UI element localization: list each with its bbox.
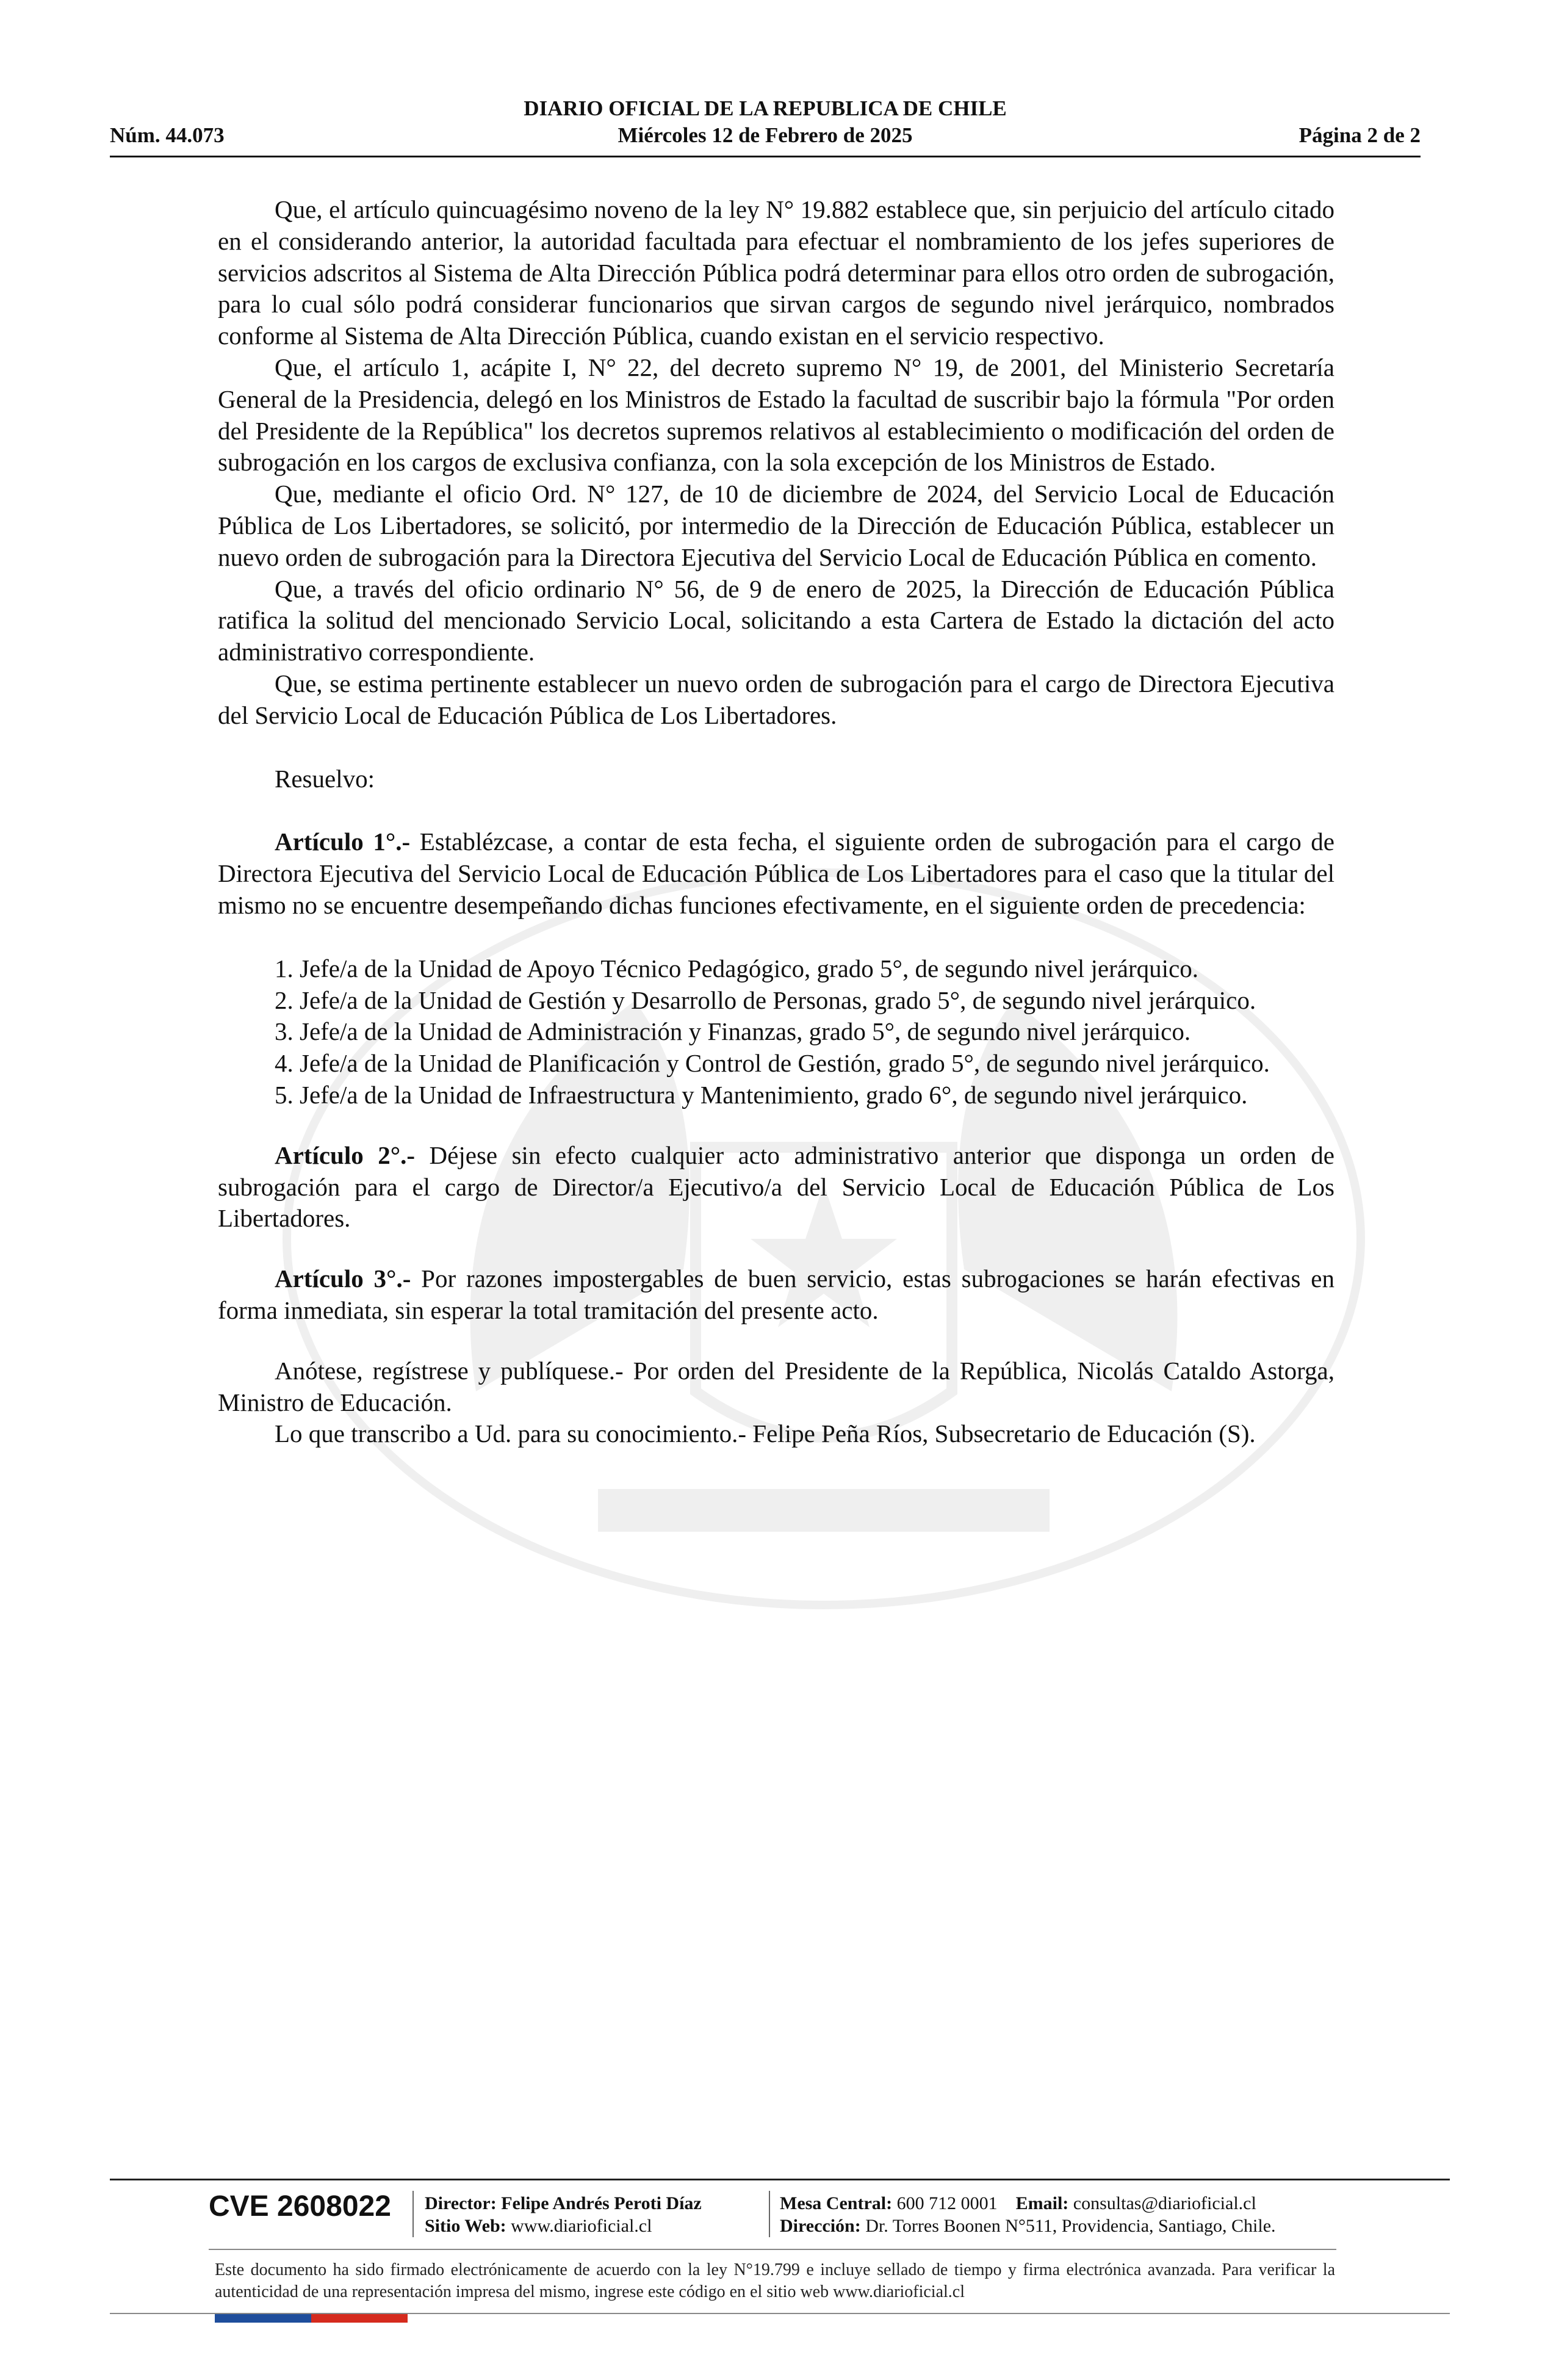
article-3 <box>218 1263 1334 1327</box>
closing-paragraph: Anótese, regístrese y publíquese.- Por orden del Presidente de la República, Nicolás Cataldo Astorga, Ministro de Educación. <box>218 1356 1334 1416</box>
footer-contact-block <box>780 2192 1276 2237</box>
web-link[interactable]: www.diarioficial.cl <box>511 2216 652 2236</box>
footer-separator <box>769 2191 770 2237</box>
article-2 <box>218 1140 1334 1235</box>
list-item: 5. Jefe/a de la Unidad de Infraestructura y Mantenimiento, grado 6°, de segundo nivel jerárquico. <box>275 1080 1248 1109</box>
email-label: Email: <box>1015 2193 1069 2213</box>
footer-separator <box>412 2191 414 2237</box>
article-1-label: Artículo 1°.- <box>275 828 411 856</box>
article-3-label: Artículo 3°.- <box>275 1264 411 1293</box>
footer-divider <box>110 2179 1450 2180</box>
list-item: 3. Jefe/a de la Unidad de Administración y Finanzas, grado 5°, de segundo nivel jerárquico. <box>275 1017 1191 1046</box>
paragraph: Que, a través del oficio ordinario N° 56, de 9 de enero de 2025, la Dirección de Educación Pública ratifica la solitud del mencionado Servicio Local, solicitando a esta Cartera de Estado la dictación del acto administrativo correspondiente. <box>218 574 1334 666</box>
legal-notice: Este documento ha sido firmado electrónicamente de acuerdo con la ley N°19.799 e incluye sellado de tiempo y firma electrónica avanzada. Para verificar la autenticidad de una representación impresa del mismo, ingrese este código en el sitio web www.diarioficial.cl <box>215 2260 1335 2301</box>
email-link[interactable]: consultas@diarioficial.cl <box>1073 2193 1256 2213</box>
footer-inner-divider <box>209 2249 1336 2250</box>
cve-code: CVE 2608022 <box>209 2190 391 2223</box>
article-2-label: Artículo 2°.- <box>275 1141 416 1169</box>
closing-paragraph: Lo que transcribo a Ud. para su conocimiento.- Felipe Peña Ríos, Subsecretario de Educación (S). <box>275 1419 1256 1448</box>
director-label: Director: Felipe Andrés Peroti Díaz <box>425 2193 702 2213</box>
document-body <box>218 194 1334 1450</box>
flag-red-segment <box>311 2314 408 2323</box>
paragraph: Que, el artículo quincuagésimo noveno de la ley N° 19.882 establece que, sin perjuicio del artículo citado en el considerando anterior, la autoridad facultada para efectuar el nombramiento de los jefes superiores de servicios adscritos al Sistema de Alta Dirección Pública podrá determinar para ellos otro orden de subrogación, para lo cual sólo podrá considerar funcionarios que sirvan cargos de segundo nivel jerárquico, nombrados conforme al Sistema de Alta Dirección Pública, cuando existan en el servicio respectivo. <box>218 195 1334 350</box>
article-1 <box>218 826 1334 921</box>
header-divider <box>110 156 1421 157</box>
page-header <box>110 92 1421 159</box>
article-2-text: Déjese sin efecto cualquier acto administrativo anterior que disponga un orden de subrogación para el cargo de Director/a Ejecutivo/a del Servicio Local de Educación Pública de Los Libertadores. <box>218 1141 1334 1233</box>
article-3-text: Por razones impostergables de buen servicio, estas subrogaciones se harán efectivas en forma inmediata, sin esperar la total tramitación del presente acto. <box>218 1264 1334 1324</box>
issue-date: Miércoles 12 de Febrero de 2025 <box>618 123 913 147</box>
paragraph: Que, el artículo 1, acápite I, N° 22, del decreto supremo N° 19, de 2001, del Ministerio Secretaría General de la Presidencia, delegó en los Ministros de Estado la facultad de suscribir bajo la fórmula "Por orden del Presidente de la República" los decretos supremos relativos al establecimiento o modificación del orden de subrogación en los cargos de exclusiva confianza, con la sola excepción de los Ministros de Estado. <box>218 353 1334 477</box>
list-item: 1. Jefe/a de la Unidad de Apoyo Técnico Pedagógico, grado 5°, de segundo nivel jerárquico. <box>275 954 1198 983</box>
flag-blue-segment <box>215 2314 311 2323</box>
article-1-text: Establézcase, a contar de esta fecha, el siguiente orden de subrogación para el cargo de Directora Ejecutiva del Servicio Local de Educación Pública de Los Libertadores para el caso que la titular del mismo no se encuentre desempeñando dichas funciones efectivamente, en el siguiente orden de precedencia: <box>218 828 1334 919</box>
paragraph: Que, se estima pertinente establecer un nuevo orden de subrogación para el cargo de Directora Ejecutiva del Servicio Local de Educación Pública de Los Libertadores. <box>218 669 1334 729</box>
footer-director-block <box>425 2192 702 2237</box>
resuelvo-heading: Resuelvo: <box>275 764 375 793</box>
publication-title: DIARIO OFICIAL DE LA REPUBLICA DE CHILE <box>524 96 1007 120</box>
mesa-label: Mesa Central: <box>780 2193 893 2213</box>
paragraph: Que, mediante el oficio Ord. N° 127, de 10 de diciembre de 2024, del Servicio Local de Educación Pública de Los Libertadores, se solicitó, por intermedio de la Dirección de Educación Pública, establecer un nuevo orden de subrogación para la Directora Ejecutiva del Servicio Local de Educación Pública en comento. <box>218 480 1334 571</box>
list-item: 4. Jefe/a de la Unidad de Planificación y Control de Gestión, grado 5°, de segundo nivel jerárquico. <box>275 1049 1270 1078</box>
address-label: Dirección: <box>780 2216 861 2236</box>
address-value: Dr. Torres Boonen N°511, Providencia, Santiago, Chile. <box>865 2216 1276 2236</box>
mesa-value: 600 712 0001 <box>896 2193 998 2213</box>
list-item: 2. Jefe/a de la Unidad de Gestión y Desarrollo de Personas, grado 5°, de segundo nivel jerárquico. <box>275 986 1256 1014</box>
issue-number: Núm. 44.073 <box>110 123 225 147</box>
web-label: Sitio Web: <box>425 2216 506 2236</box>
page-number: Página 2 de 2 <box>1298 123 1421 147</box>
